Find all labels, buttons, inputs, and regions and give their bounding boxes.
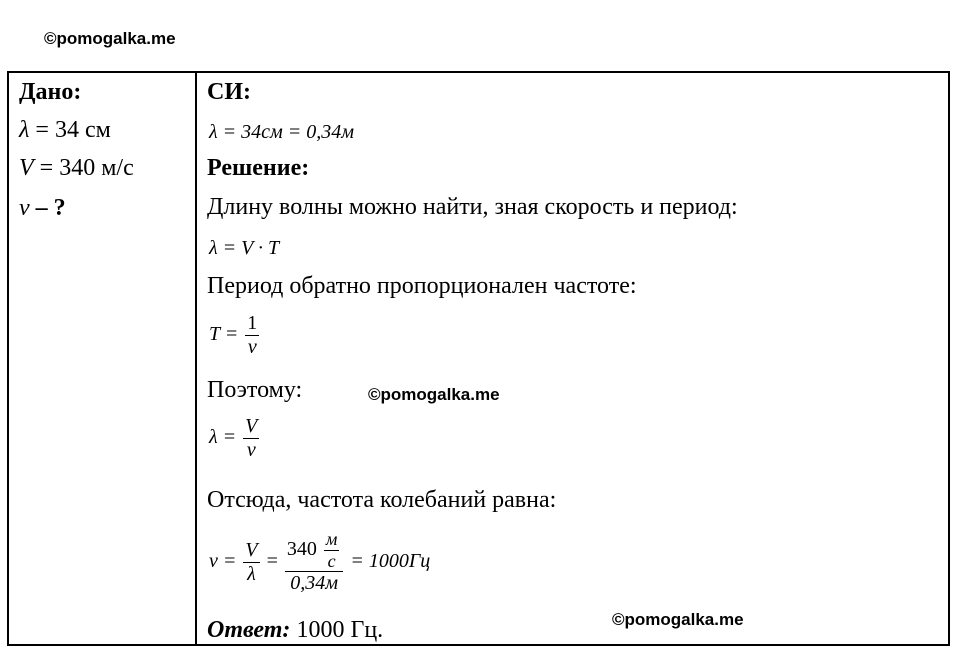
si-title: СИ: [207,79,251,105]
formula-period-fraction [245,312,259,359]
answer-label: Ответ: [207,617,291,643]
given-column [19,79,189,221]
fraction-2-numerator [285,529,344,572]
watermark-top: ©pomogalka.me [44,29,176,48]
answer-value: 1000 Гц. [290,617,384,643]
given-wavelength-value: = 34 см [29,117,111,143]
unit-denominator: с [327,550,336,571]
fraction-2-denominator: 0,34м [290,572,338,595]
si-formula: λ = 34см = 0,34м [209,121,355,143]
formula-ratio-numerator: V [245,415,258,437]
formula-ratio-denominator: ν [246,439,256,461]
solution-text-2: Период обратно пропорционален частоте: [207,273,637,299]
given-speed-value: = 340 м/с [33,155,134,181]
formula-frequency-fraction-2 [285,529,344,595]
formula-frequency-result: = 1000Гц [350,549,431,572]
given-unknown-question: – ? [29,195,66,221]
solution-table [7,71,950,646]
answer-line [207,617,383,644]
solution-text-3: Поэтому: [207,377,303,403]
unit-fraction [324,529,340,571]
column-divider [195,73,197,644]
formula-period-numerator: 1 [247,312,258,334]
given-speed [19,155,134,182]
solution-text-1: Длину волны можно найти, зная скорость и период: [207,194,738,220]
formula-ratio-lhs: λ = [209,426,237,449]
given-unknown [19,195,66,222]
solution-title: Решение: [207,155,310,181]
given-wavelength [19,117,111,144]
given-unknown-symbol: ν [19,195,30,221]
unit-numerator: м [325,529,338,549]
formula-frequency [209,529,430,595]
fraction-1-numerator: V [245,538,258,561]
formula-period-denominator: ν [247,336,257,358]
watermark-middle: ©pomogalka.me [368,385,500,404]
formula-wavelength: λ = V · T [209,237,280,259]
formula-frequency-fraction-1 [243,539,259,586]
formula-wavelength-ratio [209,415,261,462]
given-title: Дано: [19,79,82,105]
formula-period-lhs: T = [209,323,239,346]
given-wavelength-symbol: λ [19,117,30,143]
solution-text-4: Отсюда, частота колебаний равна: [207,487,557,513]
given-speed-symbol: V [19,155,34,181]
formula-frequency-lhs: ν = [209,549,237,572]
formula-frequency-equals: = [266,549,278,572]
formula-period [209,312,261,359]
fraction-1-denominator: λ [247,562,256,585]
watermark-bottom: ©pomogalka.me [612,610,744,629]
formula-ratio-fraction [243,415,259,462]
fraction-2-number: 340 [286,537,317,560]
